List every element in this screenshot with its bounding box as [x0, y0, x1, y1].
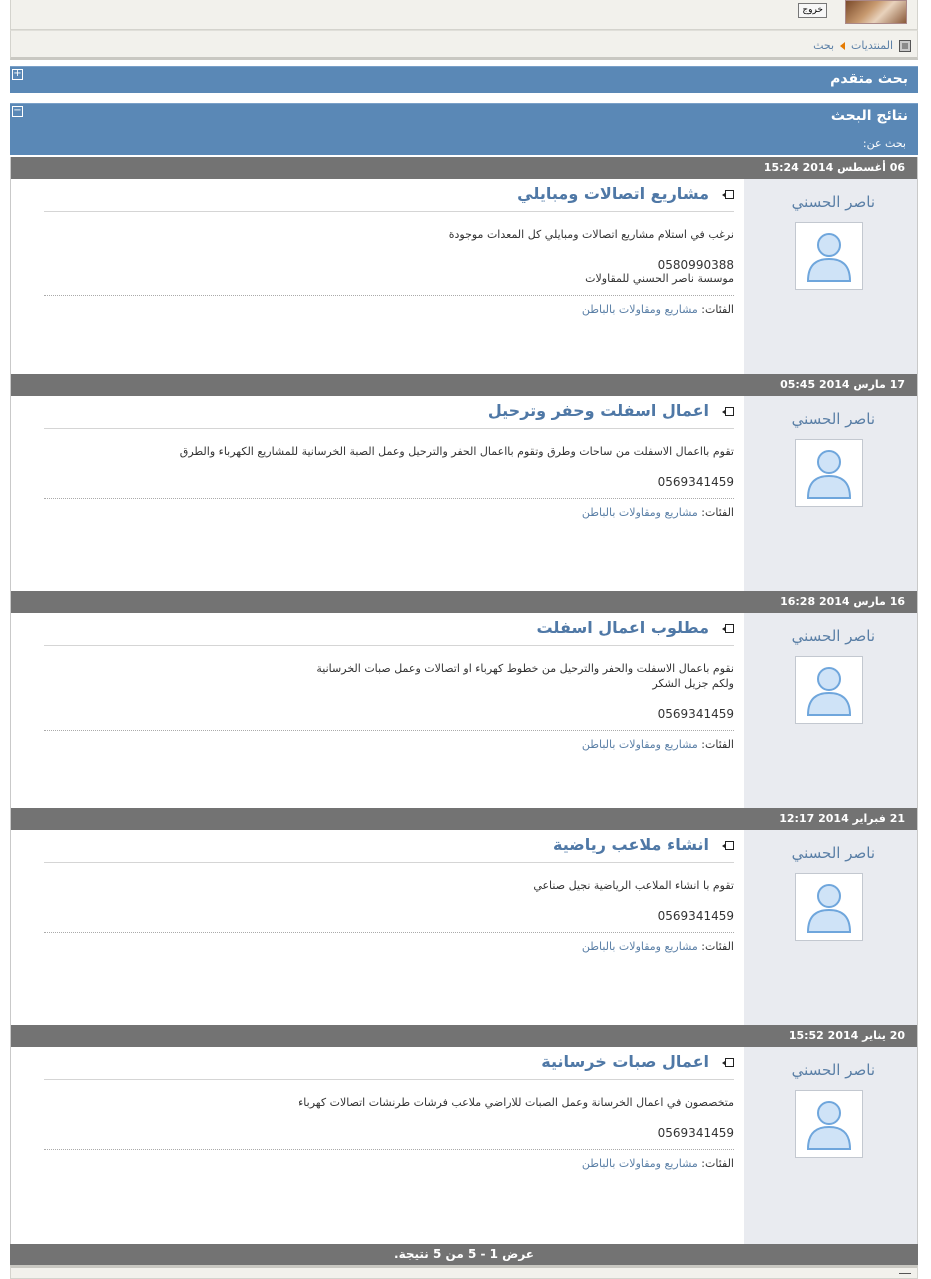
result-phone: 0569341459 [657, 1126, 734, 1140]
result-categories [44, 303, 734, 316]
forum-icon [899, 40, 911, 52]
search-result [10, 591, 918, 808]
result-text: تقوم با انشاء الملاعب الرياضية نجيل صناعي [533, 879, 734, 892]
category-link[interactable]: مشاريع ومقاولات بالباطن [581, 1157, 698, 1170]
author-pane [744, 396, 917, 591]
result-divider [44, 295, 734, 296]
result-title-link[interactable]: اعمال اسفلت وحفر وترحيل [487, 401, 709, 420]
author-pane [744, 1047, 917, 1244]
author-avatar-icon[interactable] [795, 656, 863, 724]
author-link[interactable]: ناصر الحسني [791, 844, 875, 862]
result-title-link[interactable]: مطلوب اعمال اسفلت [536, 618, 709, 637]
search-result [10, 157, 918, 374]
post-icon [722, 1058, 734, 1068]
result-body [11, 1047, 917, 1244]
results-summary: عرض 1 - 5 من 5 نتيجة. [10, 1244, 918, 1265]
logout-button[interactable]: خروج [798, 3, 827, 18]
result-content [44, 613, 734, 751]
author-avatar-icon[interactable] [795, 1090, 863, 1158]
result-date: 20 يناير 2014 15:52 [11, 1025, 917, 1047]
result-text: نقوم باعمال الاسفلت والحفر والترحيل من خطوط كهرباء او اتصالات وعمل صبات الخرسانية [316, 662, 734, 675]
result-phone: 0569341459 [657, 707, 734, 721]
categories-label: الفئات: [701, 940, 734, 953]
result-title-row [44, 179, 734, 212]
author-link[interactable]: ناصر الحسني [791, 410, 875, 428]
category-link[interactable]: مشاريع ومقاولات بالباطن [581, 738, 698, 751]
result-text: تقوم بااعمال الاسفلت من ساحات وطرق وتقوم بااعمال الحفر والترحيل وعمل الصبة الخرسانية للمشاريع الكهرباء والطرق [179, 445, 734, 458]
result-title-row [44, 396, 734, 429]
search-result [10, 1025, 918, 1244]
author-link[interactable]: ناصر الحسني [791, 627, 875, 645]
result-categories [44, 506, 734, 519]
breadcrumb-forums-link[interactable]: المنتديات [851, 39, 893, 52]
result-divider [44, 1149, 734, 1150]
categories-label: الفئات: [701, 506, 734, 519]
result-divider [44, 498, 734, 499]
result-title-link[interactable]: انشاء ملاعب رياضية [553, 835, 709, 854]
author-link[interactable]: ناصر الحسني [791, 193, 875, 211]
author-pane [744, 179, 917, 374]
post-icon [722, 841, 734, 851]
collapse-icon[interactable]: − [13, 105, 22, 116]
breadcrumb [813, 39, 911, 52]
result-divider [44, 730, 734, 731]
result-divider [44, 932, 734, 933]
result-categories [44, 738, 734, 751]
result-date: 17 مارس 2014 05:45 [11, 374, 917, 396]
result-title-row [44, 830, 734, 863]
result-content [44, 1047, 734, 1170]
advanced-search-title: بحث متقدم [830, 71, 908, 87]
breadcrumb-bar [10, 30, 918, 60]
categories-label: الفئات: [701, 303, 734, 316]
result-organization: موسسة ناصر الحسني للمقاولات [585, 272, 734, 285]
result-title-link[interactable]: مشاريع اتصالات ومبايلي [517, 184, 709, 203]
breadcrumb-arrow-icon [840, 42, 845, 50]
result-body [11, 396, 917, 591]
result-text: متخصصون في اعمال الخرسانة وعمل الصبات للاراضي ملاعب فرشات طرنشات اتصالات كهرباء [298, 1096, 734, 1109]
result-date: 06 أغسطس 2014 15:24 [11, 157, 917, 179]
breadcrumb-search-link[interactable]: بحث [813, 39, 835, 52]
search-result [10, 374, 918, 591]
results-title: نتائج البحث [830, 108, 908, 124]
bottom-bar [10, 1265, 918, 1279]
result-text-line2: ولكم جزيل الشكر [652, 677, 734, 690]
result-body [11, 613, 917, 808]
result-content [44, 830, 734, 953]
author-pane [744, 830, 917, 1025]
category-link[interactable]: مشاريع ومقاولات بالباطن [581, 506, 698, 519]
result-title-link[interactable]: اعمال صبات خرسانية [541, 1052, 709, 1071]
categories-label: الفئات: [701, 1157, 734, 1170]
result-content [44, 179, 734, 316]
author-avatar-icon[interactable] [795, 222, 863, 290]
minus-icon[interactable] [899, 1273, 911, 1279]
result-body [11, 830, 917, 1025]
post-icon [722, 190, 734, 200]
author-avatar-icon[interactable] [795, 873, 863, 941]
result-date: 21 فبراير 2014 12:17 [11, 808, 917, 830]
result-categories [44, 1157, 734, 1170]
author-pane [744, 613, 917, 808]
result-categories [44, 940, 734, 953]
search-result [10, 808, 918, 1025]
result-title-row [44, 613, 734, 646]
author-avatar-icon[interactable] [795, 439, 863, 507]
user-bar [10, 0, 918, 30]
author-link[interactable]: ناصر الحسني [791, 1061, 875, 1079]
result-phone: 0569341459 [657, 475, 734, 489]
expand-icon[interactable]: + [13, 68, 22, 79]
search-for-label: بحث عن: [862, 137, 906, 150]
advanced-search-header[interactable] [10, 66, 918, 93]
result-text: نرغب في استلام مشاريع اتصالات ومبايلي كل المعدات موجودة [448, 228, 734, 241]
result-title-row [44, 1047, 734, 1080]
result-phone: 0580990388 [657, 258, 734, 272]
results-header [10, 103, 918, 155]
post-icon [722, 624, 734, 634]
post-icon [722, 407, 734, 417]
result-content [44, 396, 734, 519]
result-body [11, 179, 917, 374]
user-avatar[interactable] [845, 0, 907, 24]
category-link[interactable]: مشاريع ومقاولات بالباطن [581, 940, 698, 953]
categories-label: الفئات: [701, 738, 734, 751]
result-date: 16 مارس 2014 16:28 [11, 591, 917, 613]
result-phone: 0569341459 [657, 909, 734, 923]
category-link[interactable]: مشاريع ومقاولات بالباطن [581, 303, 698, 316]
